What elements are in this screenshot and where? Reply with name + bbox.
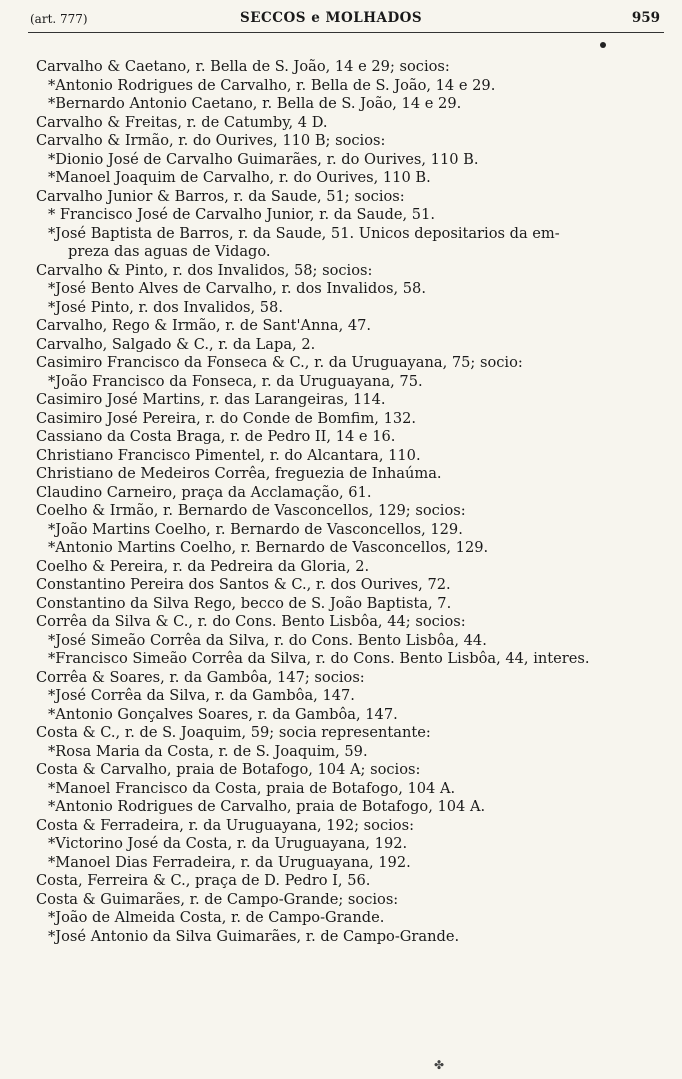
directory-entry-partner: *Dionio José de Carvalho Guimarães, r. do Ourives, 110 B.	[48, 150, 479, 168]
directory-entry-firm: Carvalho & Freitas, r. de Catumby, 4 D.	[36, 113, 328, 131]
directory-entry-firm: Costa & Carvalho, praia de Botafogo, 104 A; socios:	[36, 761, 421, 778]
directory-entry-firm: Carvalho & Irmão, r. do Ourives, 110 B; socios:	[36, 132, 386, 149]
page-header	[30, 10, 660, 32]
directory-entry-partner: *José Simeão Corrêa da Silva, r. do Cons. Bento Lisbôa, 44.	[48, 631, 487, 649]
directory-entry-firm: Coelho & Irmão, r. Bernardo de Vasconcellos, 129; socios:	[36, 502, 466, 519]
directory-entry-firm: Costa, Ferreira & C., praça de D. Pedro I, 56.	[36, 872, 371, 889]
directory-entry-firm: Carvalho & Pinto, r. dos Invalidos, 58; socios:	[36, 261, 373, 279]
directory-entries	[36, 58, 668, 946]
directory-entry-partner: *Antonio Martins Coelho, r. Bernardo de Vasconcellos, 129.	[48, 539, 489, 556]
directory-entry-partner: *José Pinto, r. dos Invalidos, 58.	[48, 298, 283, 316]
directory-entry-partner: *Bernardo Antonio Caetano, r. Bella de S. João, 14 e 29.	[48, 95, 462, 112]
directory-entry-partner: preza das aguas de Vidago.	[68, 243, 271, 260]
directory-entry-firm: Casimiro José Martins, r. das Larangeiras, 114.	[36, 391, 386, 408]
directory-entry-firm: Christiano de Medeiros Corrêa, freguezia de Inhaúma.	[36, 465, 442, 482]
directory-entry-partner: *João Francisco da Fonseca, r. da Uruguayana, 75.	[48, 372, 423, 390]
directory-entry-firm: Constantino Pereira dos Santos & C., r. dos Ourives, 72.	[36, 576, 451, 593]
directory-entry-partner: *João Martins Coelho, r. Bernardo de Vasconcellos, 129.	[48, 520, 463, 538]
directory-entry-firm: Christiano Francisco Pimentel, r. do Alcantara, 110.	[36, 446, 421, 464]
directory-entry-firm: Coelho & Pereira, r. da Pedreira da Gloria, 2.	[36, 557, 370, 575]
directory-entry-firm: Corrêa da Silva & C., r. do Cons. Bento Lisbôa, 44; socios:	[36, 613, 466, 630]
directory-entry-firm: Costa & Guimarães, r. de Campo-Grande; socios:	[36, 890, 399, 908]
directory-entry-firm: Carvalho, Salgado & C., r. da Lapa, 2.	[36, 335, 316, 353]
directory-entry-firm: Casimiro Francisco da Fonseca & C., r. da Uruguayana, 75; socio:	[36, 354, 523, 371]
page-number: 959	[631, 10, 660, 26]
header-rule	[28, 32, 664, 33]
directory-entry-partner: *Antonio Gonçalves Soares, r. da Gambôa, 147.	[48, 705, 398, 723]
directory-entry-firm: Constantino da Silva Rego, becco de S. João Baptista, 7.	[36, 594, 452, 612]
directory-entry-partner: *Manoel Dias Ferradeira, r. da Uruguayana, 192.	[48, 853, 411, 871]
directory-entry-partner: *Victorino José da Costa, r. da Uruguayana, 192.	[48, 835, 408, 852]
article-reference: (art. 777)	[30, 12, 88, 26]
directory-entry-partner: *José Corrêa da Silva, r. da Gambôa, 147.	[48, 687, 355, 704]
directory-entry-firm: Costa & Ferradeira, r. da Uruguayana, 192; socios:	[36, 816, 414, 834]
directory-entry-firm: Claudino Carneiro, praça da Acclamação, 61.	[36, 483, 372, 501]
section-title: SECCOS e MOLHADOS	[240, 10, 423, 26]
directory-entry-firm: Casimiro José Pereira, r. do Conde de Bomfim, 132.	[36, 409, 417, 427]
directory-entry-firm: Cassiano da Costa Braga, r. de Pedro II, 14 e 16.	[36, 428, 396, 445]
directory-entry-firm: Carvalho & Caetano, r. Bella de S. João, 14 e 29; socios:	[36, 58, 450, 75]
directory-entry-partner: *João de Almeida Costa, r. de Campo-Grande.	[48, 909, 385, 926]
directory-entry-firm: Corrêa & Soares, r. da Gambôa, 147; socios:	[36, 668, 365, 686]
directory-entry-partner: *Francisco Simeão Corrêa da Silva, r. do Cons. Bento Lisbôa, 44, interes.	[48, 650, 590, 667]
directory-entry-partner: *José Antonio da Silva Guimarães, r. de Campo-Grande.	[48, 927, 460, 945]
directory-entry-partner: *Manoel Joaquim de Carvalho, r. do Ourives, 110 B.	[48, 169, 431, 186]
directory-entry-partner: *Antonio Rodrigues de Carvalho, praia de Botafogo, 104 A.	[48, 798, 486, 815]
printer-ornament-icon: ✤	[434, 1058, 445, 1072]
ink-dot-mark	[600, 42, 606, 48]
directory-entry-partner: *José Baptista de Barros, r. da Saude, 51. Unicos depositarios da em-	[48, 224, 560, 242]
directory-entry-firm: Carvalho, Rego & Irmão, r. de Sant'Anna, 47.	[36, 317, 372, 334]
directory-entry-partner: *Rosa Maria da Costa, r. de S. Joaquim, 59.	[48, 742, 368, 760]
directory-entry-partner: * Francisco José de Carvalho Junior, r. da Saude, 51.	[48, 206, 436, 223]
directory-entry-partner: *Manoel Francisco da Costa, praia de Botafogo, 104 A.	[48, 779, 456, 797]
directory-entry-partner: *José Bento Alves de Carvalho, r. dos Invalidos, 58.	[48, 280, 426, 297]
directory-entry-firm: Carvalho Junior & Barros, r. da Saude, 51; socios:	[36, 187, 405, 205]
directory-entry-firm: Costa & C., r. de S. Joaquim, 59; socia representante:	[36, 724, 431, 741]
directory-entry-partner: *Antonio Rodrigues de Carvalho, r. Bella de S. João, 14 e 29.	[48, 76, 496, 94]
